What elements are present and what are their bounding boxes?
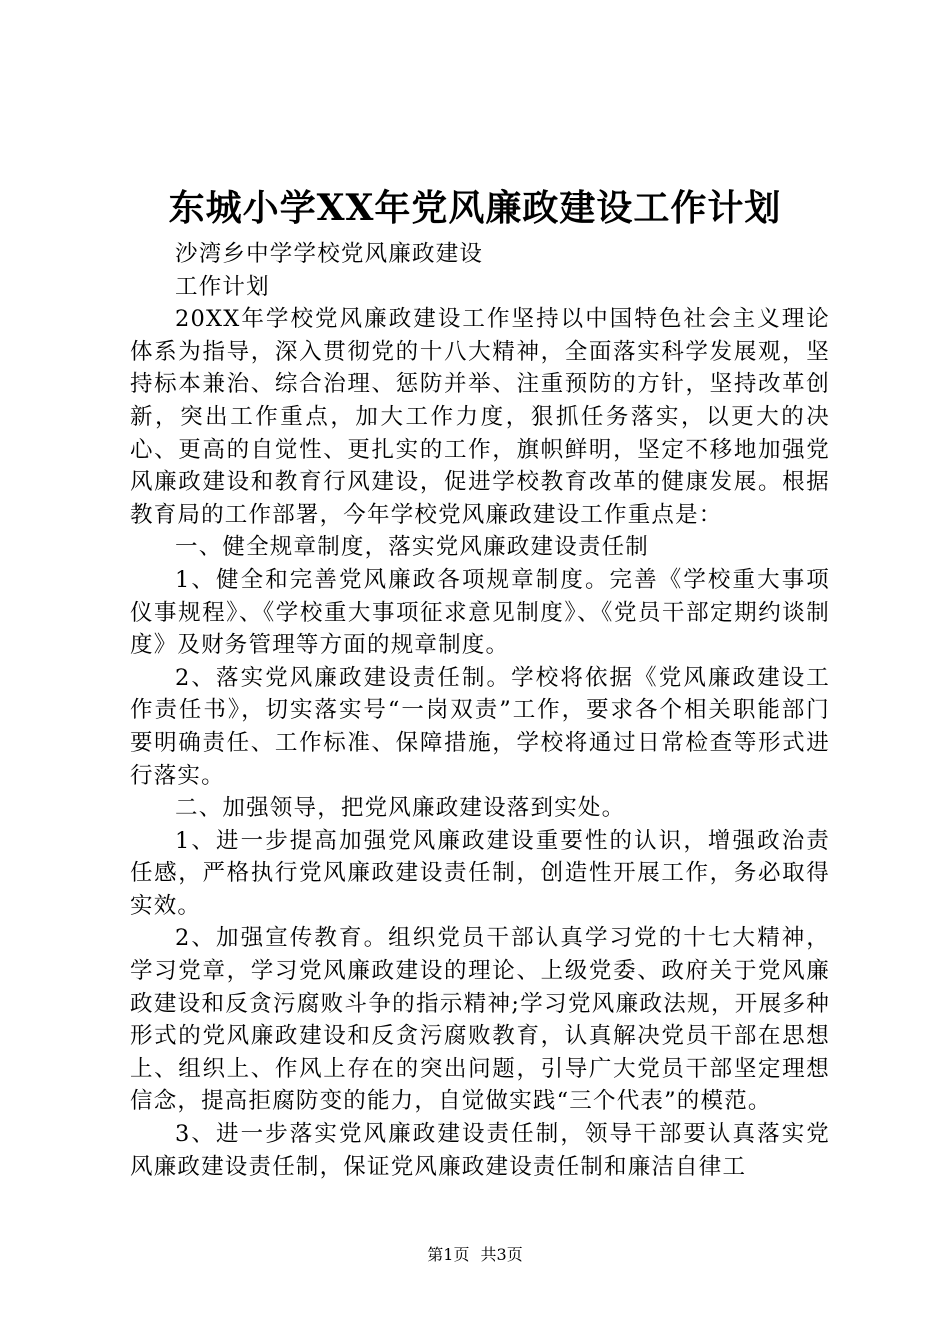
paragraph-item: 2、落实党风廉政建设责任制。学校将依据《党风廉政建设工作责任书》，切实落实号“一岗双责”工作，要求各个相关职能部门要明确责任、工作标准、保障措施，学校将通过日常检查等形式进行落实。 (130, 664, 830, 789)
paragraph-item: 1、健全和完善党风廉政各项规章制度。完善《学校重大事项仪事规程》、《学校重大事项征求意见制度》、《党员干部定期约谈制度》及财务管理等方面的规章制度。 (130, 566, 830, 659)
section-heading-2: 二、加强领导，把党风廉政建设落到实处。 (175, 795, 626, 822)
page-number: 第1页 (427, 1245, 470, 1264)
page-footer (0, 1244, 950, 1266)
paragraph-subtitle-2: 工作计划 (175, 273, 270, 300)
paragraph-item: 2、加强宣传教育。组织党员干部认真学习党的十七大精神，学习党章，学习党风廉政建设的理论、上级党委、政府关于党风廉政建设和反贪污腐败斗争的指示精神;学习党风廉政法规，开展多种形式的党风廉政建设和反贪污腐败教育，认真解决党员干部在思想上、组织上、作风上存在的突出问题，引导广大党员干部坚定理想信念，提高拒腐防变的能力，自觉做实践“三个代表”的模范。 (130, 925, 830, 1115)
page-total: 共3页 (480, 1245, 523, 1264)
document-body (130, 238, 830, 1183)
section-heading-1: 一、健全规章制度，落实党风廉政建设责任制 (175, 534, 650, 561)
document-title: 东城小学XX年党风廉政建设工作计划 (168, 187, 782, 229)
paragraph-item: 1、进一步提高加强党风廉政建设重要性的认识，增强政治责任感，严格执行党风廉政建设责任制，创造性开展工作，务必取得实效。 (130, 827, 830, 919)
paragraph-subtitle-1: 沙湾乡中学学校党风廉政建设 (175, 241, 484, 267)
paragraph-item: 3、进一步落实党风廉政建设责任制，领导干部要认真落实党风廉政建设责任制，保证党风廉政建设责任制和廉洁自律工 (130, 1121, 830, 1180)
paragraph-intro: 20XX年学校党风廉政建设工作坚持以中国特色社会主义理论体系为指导，深入贯彻党的十八大精神，全面落实科学发展观，坚持标本兼治、综合治理、惩防并举、注重预防的方针，坚持改革创新，突出工作重点，加大工作力度，狠抓任务落实，以更大的决心、更高的自觉性、更扎实的工作，旗帜鲜明，坚定不移地加强党风廉政建设和教育行风建设，促进学校教育改革的健康发展。根据教育局的工作部署，今年学校党风廉政建设工作重点是： (130, 306, 830, 528)
